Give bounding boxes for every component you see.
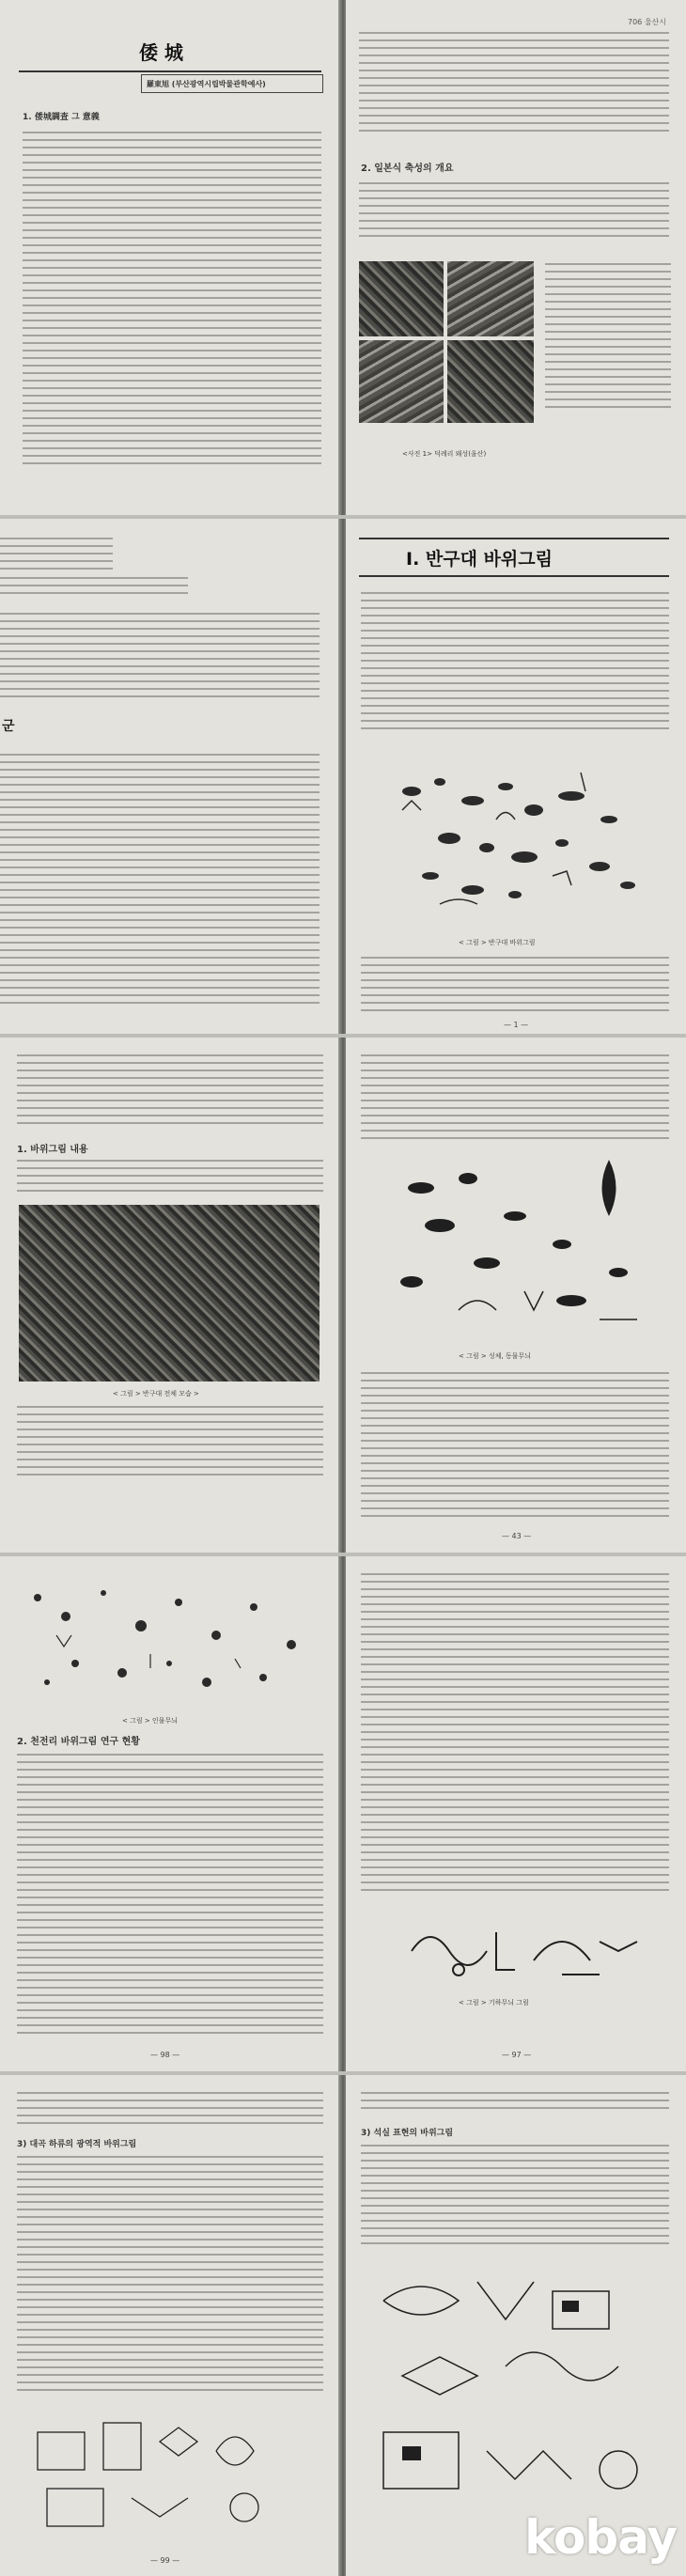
section-heading: 2. 일본식 축성의 개요 (361, 164, 454, 174)
body-text (17, 2092, 323, 2126)
page-right-2 (346, 519, 686, 1034)
body-text (361, 957, 669, 1015)
body-text (361, 2092, 669, 2115)
running-header: 706 울산시 (628, 18, 666, 26)
page-right-5 (346, 2075, 686, 2576)
body-text (17, 2156, 323, 2391)
side-text (545, 263, 671, 414)
body-text (17, 1054, 323, 1128)
page-number: — 1 — (504, 1021, 529, 1029)
page-left-5 (0, 2075, 340, 2576)
photo-caption: < 그림 > 반구대 전체 모습 > (113, 1390, 199, 1397)
page-right-3 (346, 1038, 686, 1553)
body-text (0, 754, 320, 1007)
body-text (359, 32, 669, 135)
page-right-4 (346, 1556, 686, 2071)
body-text (361, 592, 669, 733)
page-number: — 97 — (502, 2051, 532, 2059)
page-number: — 43 — (502, 1532, 532, 1540)
figure-caption: < 그림 > 기하무늬 그림 (459, 1999, 529, 2006)
page-left-2 (0, 519, 340, 1034)
figure-caption: < 그림 > 성체, 동물무늬 (459, 1352, 531, 1360)
petroglyph-drawing (383, 1150, 656, 1338)
title-rule (19, 70, 321, 72)
body-text (0, 538, 113, 570)
section-heading: 1. 바위그림 내용 (17, 1145, 88, 1155)
book-spread-4 (0, 1556, 686, 2071)
book-spread-1 (0, 0, 686, 515)
figure-caption: < 그림 > 인물무늬 (122, 1717, 178, 1725)
book-spread-2 (0, 519, 686, 1034)
body-text (0, 613, 320, 697)
chapter-title: 倭 城 (139, 41, 183, 64)
title-rule (359, 538, 669, 539)
photo-stone-wall-2 (447, 261, 534, 336)
body-text (361, 1573, 669, 1893)
chapter-title: Ⅰ. 반구대 바위그림 (406, 549, 553, 570)
body-text (361, 1054, 669, 1139)
photo-rock-face (19, 1205, 320, 1382)
body-text (23, 132, 321, 470)
geometric-drawing (402, 1913, 647, 1989)
body-text (17, 1160, 323, 1194)
book-spread-5 (0, 2075, 686, 2576)
body-text (17, 1754, 323, 2036)
photo-stone-wall-3 (359, 340, 444, 423)
book-spread-3 (0, 1038, 686, 1553)
body-text (17, 1406, 323, 1481)
heading-fragment: 군 (2, 719, 15, 734)
page-left-4 (0, 1556, 340, 2071)
author-line: 羅東旭 (부산광역시립박물관학예사) (147, 80, 266, 88)
body-text (359, 182, 669, 241)
page-right-1 (346, 0, 686, 515)
petroglyph-drawing (383, 754, 656, 923)
page-left-3 (0, 1038, 340, 1553)
page-number: — 99 — (150, 2556, 180, 2565)
title-rule (359, 575, 669, 577)
kobay-watermark-logo: kobay (524, 2510, 677, 2565)
page-left-1 (0, 0, 340, 515)
body-text (361, 1372, 669, 1519)
geometric-drawing (365, 2263, 665, 2545)
petroglyph-drawing (19, 1569, 320, 1710)
section-heading: 3) 대곡 하류의 광역적 바위그림 (17, 2140, 137, 2149)
section-heading: 1. 倭城調査 그 意義 (23, 113, 100, 122)
section-heading: 2. 천전리 바위그림 연구 현황 (17, 1737, 140, 1747)
body-text (0, 577, 188, 600)
photo-stone-wall-1 (359, 261, 444, 336)
body-text (361, 2145, 669, 2248)
photo-caption: <사진 1> 덕례리 왜성(울산) (402, 450, 487, 458)
section-heading: 3) 석실 표현의 바위그림 (361, 2129, 454, 2138)
page-number: — 98 — (150, 2051, 180, 2059)
figure-caption: < 그림 > 반구대 바위그림 (459, 939, 536, 946)
petroglyph-drawing (28, 2413, 310, 2545)
photo-stone-wall-4 (447, 340, 534, 423)
